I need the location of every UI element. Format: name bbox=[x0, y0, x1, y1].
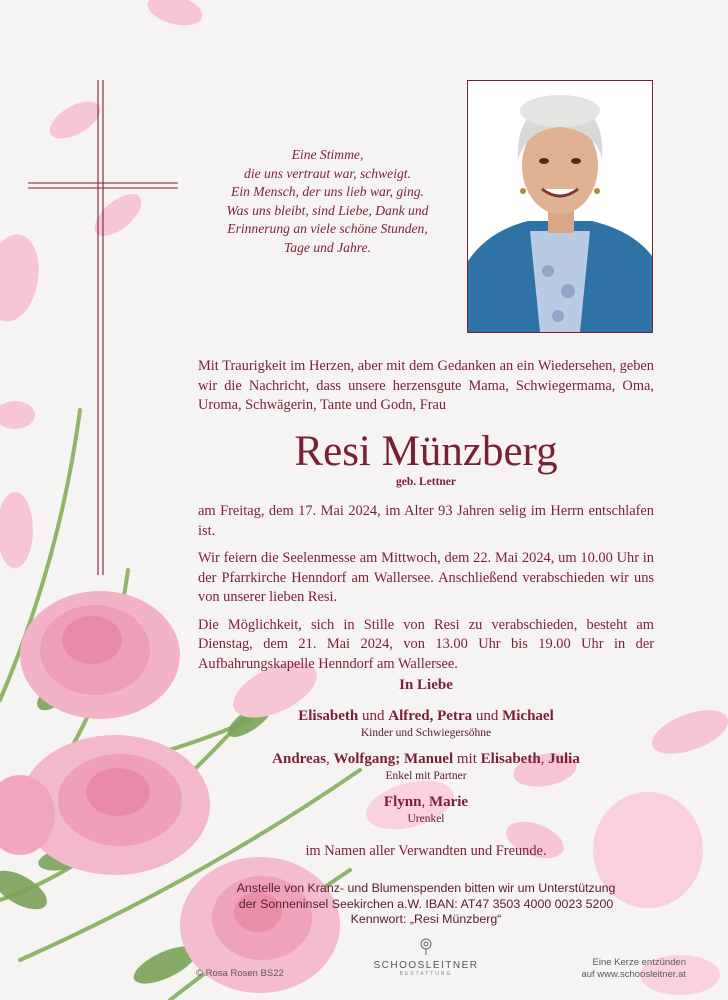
mourner-name: Elisabeth bbox=[480, 751, 541, 767]
mass-paragraph: Wir feiern die Seelenmesse am Mittwoch, dem 22. Mai 2024, um 10.00 Uhr in der Pfarrkirche Henndorf am Wallersee. Anschließend verabschieden wir uns von unserer lieben Resi. bbox=[198, 550, 654, 605]
portrait-photo bbox=[467, 80, 653, 333]
mourner-name: Alfred, Petra bbox=[388, 708, 473, 724]
poem-line: Eine Stimme, bbox=[291, 147, 364, 162]
funeral-home-logo bbox=[371, 937, 481, 977]
mourner-connector: , bbox=[326, 751, 334, 767]
announcement-body bbox=[198, 502, 654, 682]
mourner-group-children bbox=[198, 708, 654, 739]
death-paragraph: am Freitag, dem 17. Mai 2024, im Alter 93 Jahren selig im Herrn entschlafen ist. bbox=[198, 503, 654, 539]
mourner-connector: , bbox=[421, 794, 429, 810]
portrait-image bbox=[468, 81, 652, 332]
mourner-connector: , bbox=[540, 751, 549, 767]
mourner-group-grandchildren bbox=[198, 751, 654, 782]
mourner-group-great-grandchildren bbox=[198, 794, 654, 825]
donation-note bbox=[198, 881, 654, 928]
mourners-heading: In Liebe bbox=[399, 677, 453, 693]
memorial-poem bbox=[200, 146, 455, 258]
mourner-name: Flynn bbox=[383, 794, 422, 810]
poem-line: Was uns bleibt, sind Liebe, Dank und bbox=[226, 202, 429, 218]
mourner-name: Wolfgang; Manuel bbox=[333, 751, 454, 767]
mourner-name: Michael bbox=[502, 708, 554, 724]
mourner-relation: Enkel mit Partner bbox=[385, 770, 467, 782]
candle-link[interactable] bbox=[581, 957, 686, 981]
donation-line: der Sonneninsel Seekirchen a.W. IBAN: AT47 3503 4000 0023 5200 bbox=[238, 896, 614, 911]
mourner-relation: Kinder und Schwiegersöhne bbox=[360, 727, 492, 739]
image-credit: © Rosa Rosen BS22 bbox=[196, 968, 284, 979]
mourner-relation: Urenkel bbox=[407, 813, 445, 825]
poem-line: die uns vertraut war, schweigt. bbox=[244, 165, 411, 181]
poem-line: Ein Mensch, der uns lieb war, ging. bbox=[231, 184, 424, 200]
logo-name: SCHOOSLEITNER bbox=[373, 960, 479, 971]
birth-name: geb. Lettner bbox=[395, 476, 457, 488]
mourner-name: Andreas bbox=[272, 751, 327, 767]
mourner-name: Julia bbox=[548, 751, 580, 767]
poem-line: Tage und Jahre. bbox=[284, 239, 371, 255]
candle-line: Eine Kerze entzünden bbox=[592, 957, 686, 968]
deceased-name: Resi Münzberg bbox=[294, 428, 558, 475]
rose-logo-icon bbox=[417, 937, 435, 955]
donation-line: Anstelle von Kranz- und Blumenspenden bitten wir um Unterstützung bbox=[236, 881, 616, 895]
mourner-connector: und bbox=[358, 708, 389, 724]
mourner-name: Marie bbox=[428, 794, 469, 810]
logo-subtitle: BESTATTUNG bbox=[399, 971, 453, 977]
mourner-names bbox=[198, 751, 654, 768]
mourner-name: Elisabeth bbox=[298, 708, 359, 724]
mourner-connector: und bbox=[472, 708, 503, 724]
poem-line: Erinnerung an viele schöne Stunden, bbox=[227, 221, 428, 237]
closing-line: im Namen aller Verwandten und Freunde. bbox=[305, 843, 547, 859]
viewing-paragraph: Die Möglichkeit, sich in Stille von Resi zu verabschieden, besteht am Dienstag, dem 21. Mai 2024, von 13.00 Uhr bis 19.00 Uhr in der Aufbahrungskapelle Henndorf am Wallersee. bbox=[198, 616, 654, 672]
cross-icon bbox=[28, 80, 178, 575]
mourner-names bbox=[198, 708, 654, 725]
candle-url[interactable]: auf www.schoosleitner.at bbox=[581, 969, 686, 980]
mourner-names bbox=[198, 794, 654, 811]
donation-line: Kennwort: „Resi Münzberg“ bbox=[350, 912, 502, 926]
intro-text: Mit Traurigkeit im Herzen, aber mit dem Gedanken an ein Wiedersehen, geben wir die Nachricht, dass unsere herzensgute Mama, Schwiegermama, Oma, Uroma, Schwägerin, Tante und Godn, Frau bbox=[198, 358, 654, 413]
mourner-connector: mit bbox=[453, 751, 481, 767]
